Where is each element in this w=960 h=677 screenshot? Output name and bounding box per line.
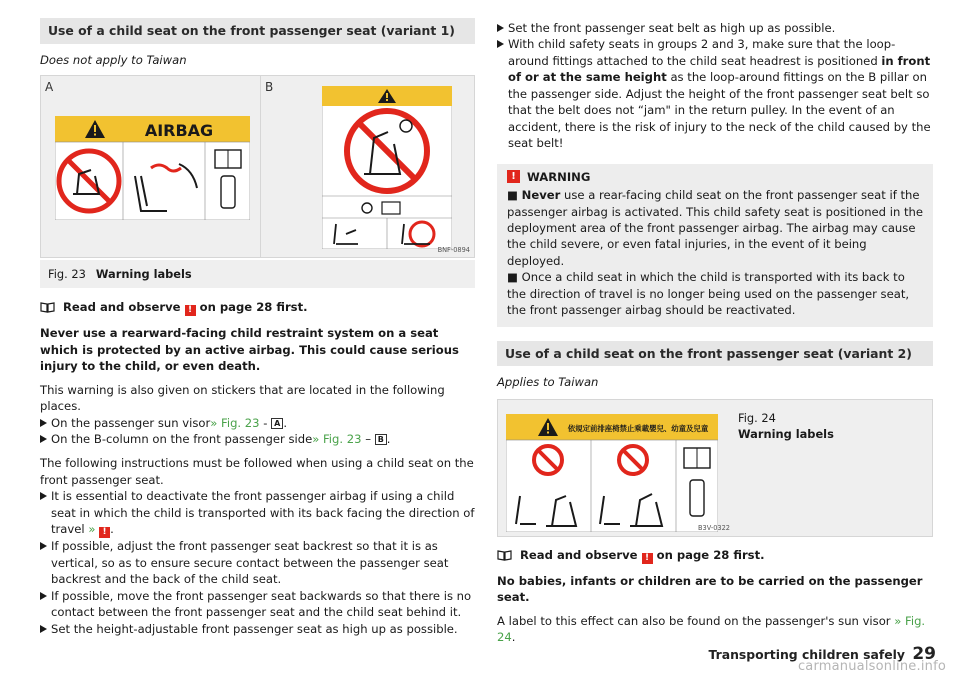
- section-title-variant-2: Use of a child seat on the front passenger seat (variant 2): [497, 341, 933, 367]
- right-column: [497, 20, 933, 653]
- list-item: Set the height-adjustable front passenger seat as high up as possible.: [40, 621, 475, 637]
- figure-24: [497, 399, 933, 537]
- left-column: [40, 18, 475, 645]
- instructions-list: [40, 488, 475, 637]
- figure-number: Fig. 24: [738, 410, 776, 425]
- figure-23-caption: [40, 260, 475, 288]
- list-item: It is essential to deactivate the front passenger airbag if using a child seat in which the child is transported with its back facing the direction of travel » ! .: [40, 488, 475, 538]
- belt-list: [497, 20, 933, 152]
- sticker-locations-list: [40, 415, 475, 448]
- figure-23: [40, 75, 475, 258]
- airbag-sticker-a: [55, 116, 250, 220]
- sun-visor-text: A label to this effect can also be found on the passenger's sun visor » Fig. 24.: [497, 613, 926, 645]
- warning-icon: !: [642, 553, 653, 564]
- book-icon: [497, 550, 512, 561]
- list-item: On the passenger sun visor» Fig. 23 - A .: [40, 415, 475, 431]
- warning-box: [497, 164, 933, 327]
- airbag-label: AIRBAG: [144, 121, 214, 141]
- page-number: 29: [912, 644, 936, 664]
- figure-title: Warning labels: [738, 426, 834, 441]
- section-title-variant-1: Use of a child seat on the front passenger seat (variant 1): [40, 18, 475, 44]
- figure-code: B3V-0322: [698, 524, 731, 533]
- stickers-intro: This warning is also given on stickers that are located in the following places.: [40, 382, 445, 414]
- list-item: If possible, adjust the front passenger seat backrest so that it is as vertical, so as to ensure secure contact between the passenger seat backrest and the back of the child seat.: [40, 538, 475, 587]
- warning-icon: !: [99, 527, 110, 538]
- ref-page[interactable]: on page 28 first.: [656, 547, 765, 562]
- list-item: If possible, move the front passenger seat backwards so that there is no contact between the front passenger seat and the child seat behind it.: [40, 588, 475, 621]
- figure-divider: [260, 76, 261, 257]
- warning-header: [507, 169, 923, 185]
- instructions-intro: The following instructions must be followed when using a child seat on the front passenger seat.: [40, 456, 474, 487]
- watermark: carmanualsonline.info: [797, 659, 946, 674]
- figure-number: Fig. 23: [48, 267, 86, 282]
- read-observe-line: [497, 547, 933, 564]
- warning-ref-link[interactable]: »: [88, 522, 96, 537]
- list-item: Set the front passenger seat belt as high up as possible.: [497, 20, 933, 36]
- rearward-warning-text: Never use a rearward-facing child restraint system on a seat which is protected by an active airbag. This could cause serious injury to the child, or even death.: [40, 326, 459, 374]
- fig-link[interactable]: » Fig. 23: [312, 431, 362, 446]
- warning-icon: !: [507, 170, 520, 183]
- warning-title: WARNING: [527, 169, 591, 184]
- figure-letter-b: B: [265, 80, 274, 95]
- key-b: B: [375, 434, 387, 445]
- ref-page[interactable]: on page 28 first.: [199, 300, 308, 315]
- list-item: On the B-column on the front passenger side» Fig. 23 – B .: [40, 431, 475, 447]
- key-a: A: [271, 418, 283, 429]
- applicability-note: Does not apply to Taiwan: [40, 52, 187, 67]
- read-observe-line: [40, 299, 475, 316]
- chinese-label: 依規定前排座椅禁止乘載嬰兒、幼童及兒童: [567, 423, 709, 433]
- airbag-sticker-b: [322, 86, 452, 249]
- ref-text: Read and observe: [63, 300, 181, 315]
- warning-item-2: ■ Once a child seat in which the child is transported with its back to the direction of travel is no longer being used on the passenger seat, the front passenger airbag should be reactivated.: [507, 270, 910, 318]
- warning-icon: !: [185, 305, 196, 316]
- figure-code: BNF-0894: [437, 245, 470, 254]
- list-item: With child safety seats in groups 2 and 3, make sure that the loop-around fittings attached to the child seat headrest is positioned in front of or at the same height as the loop-around fittings on the B pillar on the passenger side. Adjust the height of the front passenger seat belt so that the belt does not “jam" in the return pulley. In the event of an accident, there is the risk of injury to the neck of the child caused by the seat belt!: [497, 36, 933, 151]
- fig-link[interactable]: » Fig. 23: [210, 415, 260, 430]
- applicability-note: Applies to Taiwan: [497, 375, 599, 390]
- warning-item-1: ■ Never use a rear-facing child seat on the front passenger seat if the passenger airbag is activated. This child safety seat is positioned in the deployment area of the front passenger airbag. The airbag may cause the child severe, or even fatal injuries, in the event of it being deployed.: [507, 188, 924, 268]
- figure-letter-a: A: [45, 80, 54, 95]
- ref-text: Read and observe: [520, 547, 638, 562]
- book-icon: [40, 302, 55, 313]
- fig-link[interactable]: » Fig. 24: [497, 613, 926, 645]
- figure-title: Warning labels: [95, 267, 192, 282]
- figure-24-caption: [738, 410, 834, 442]
- no-children-text: No babies, infants or children are to be carried on the passenger seat.: [497, 573, 923, 605]
- taiwan-airbag-sticker: [506, 414, 718, 532]
- footer-chapter-title: Transporting children safely: [708, 647, 905, 662]
